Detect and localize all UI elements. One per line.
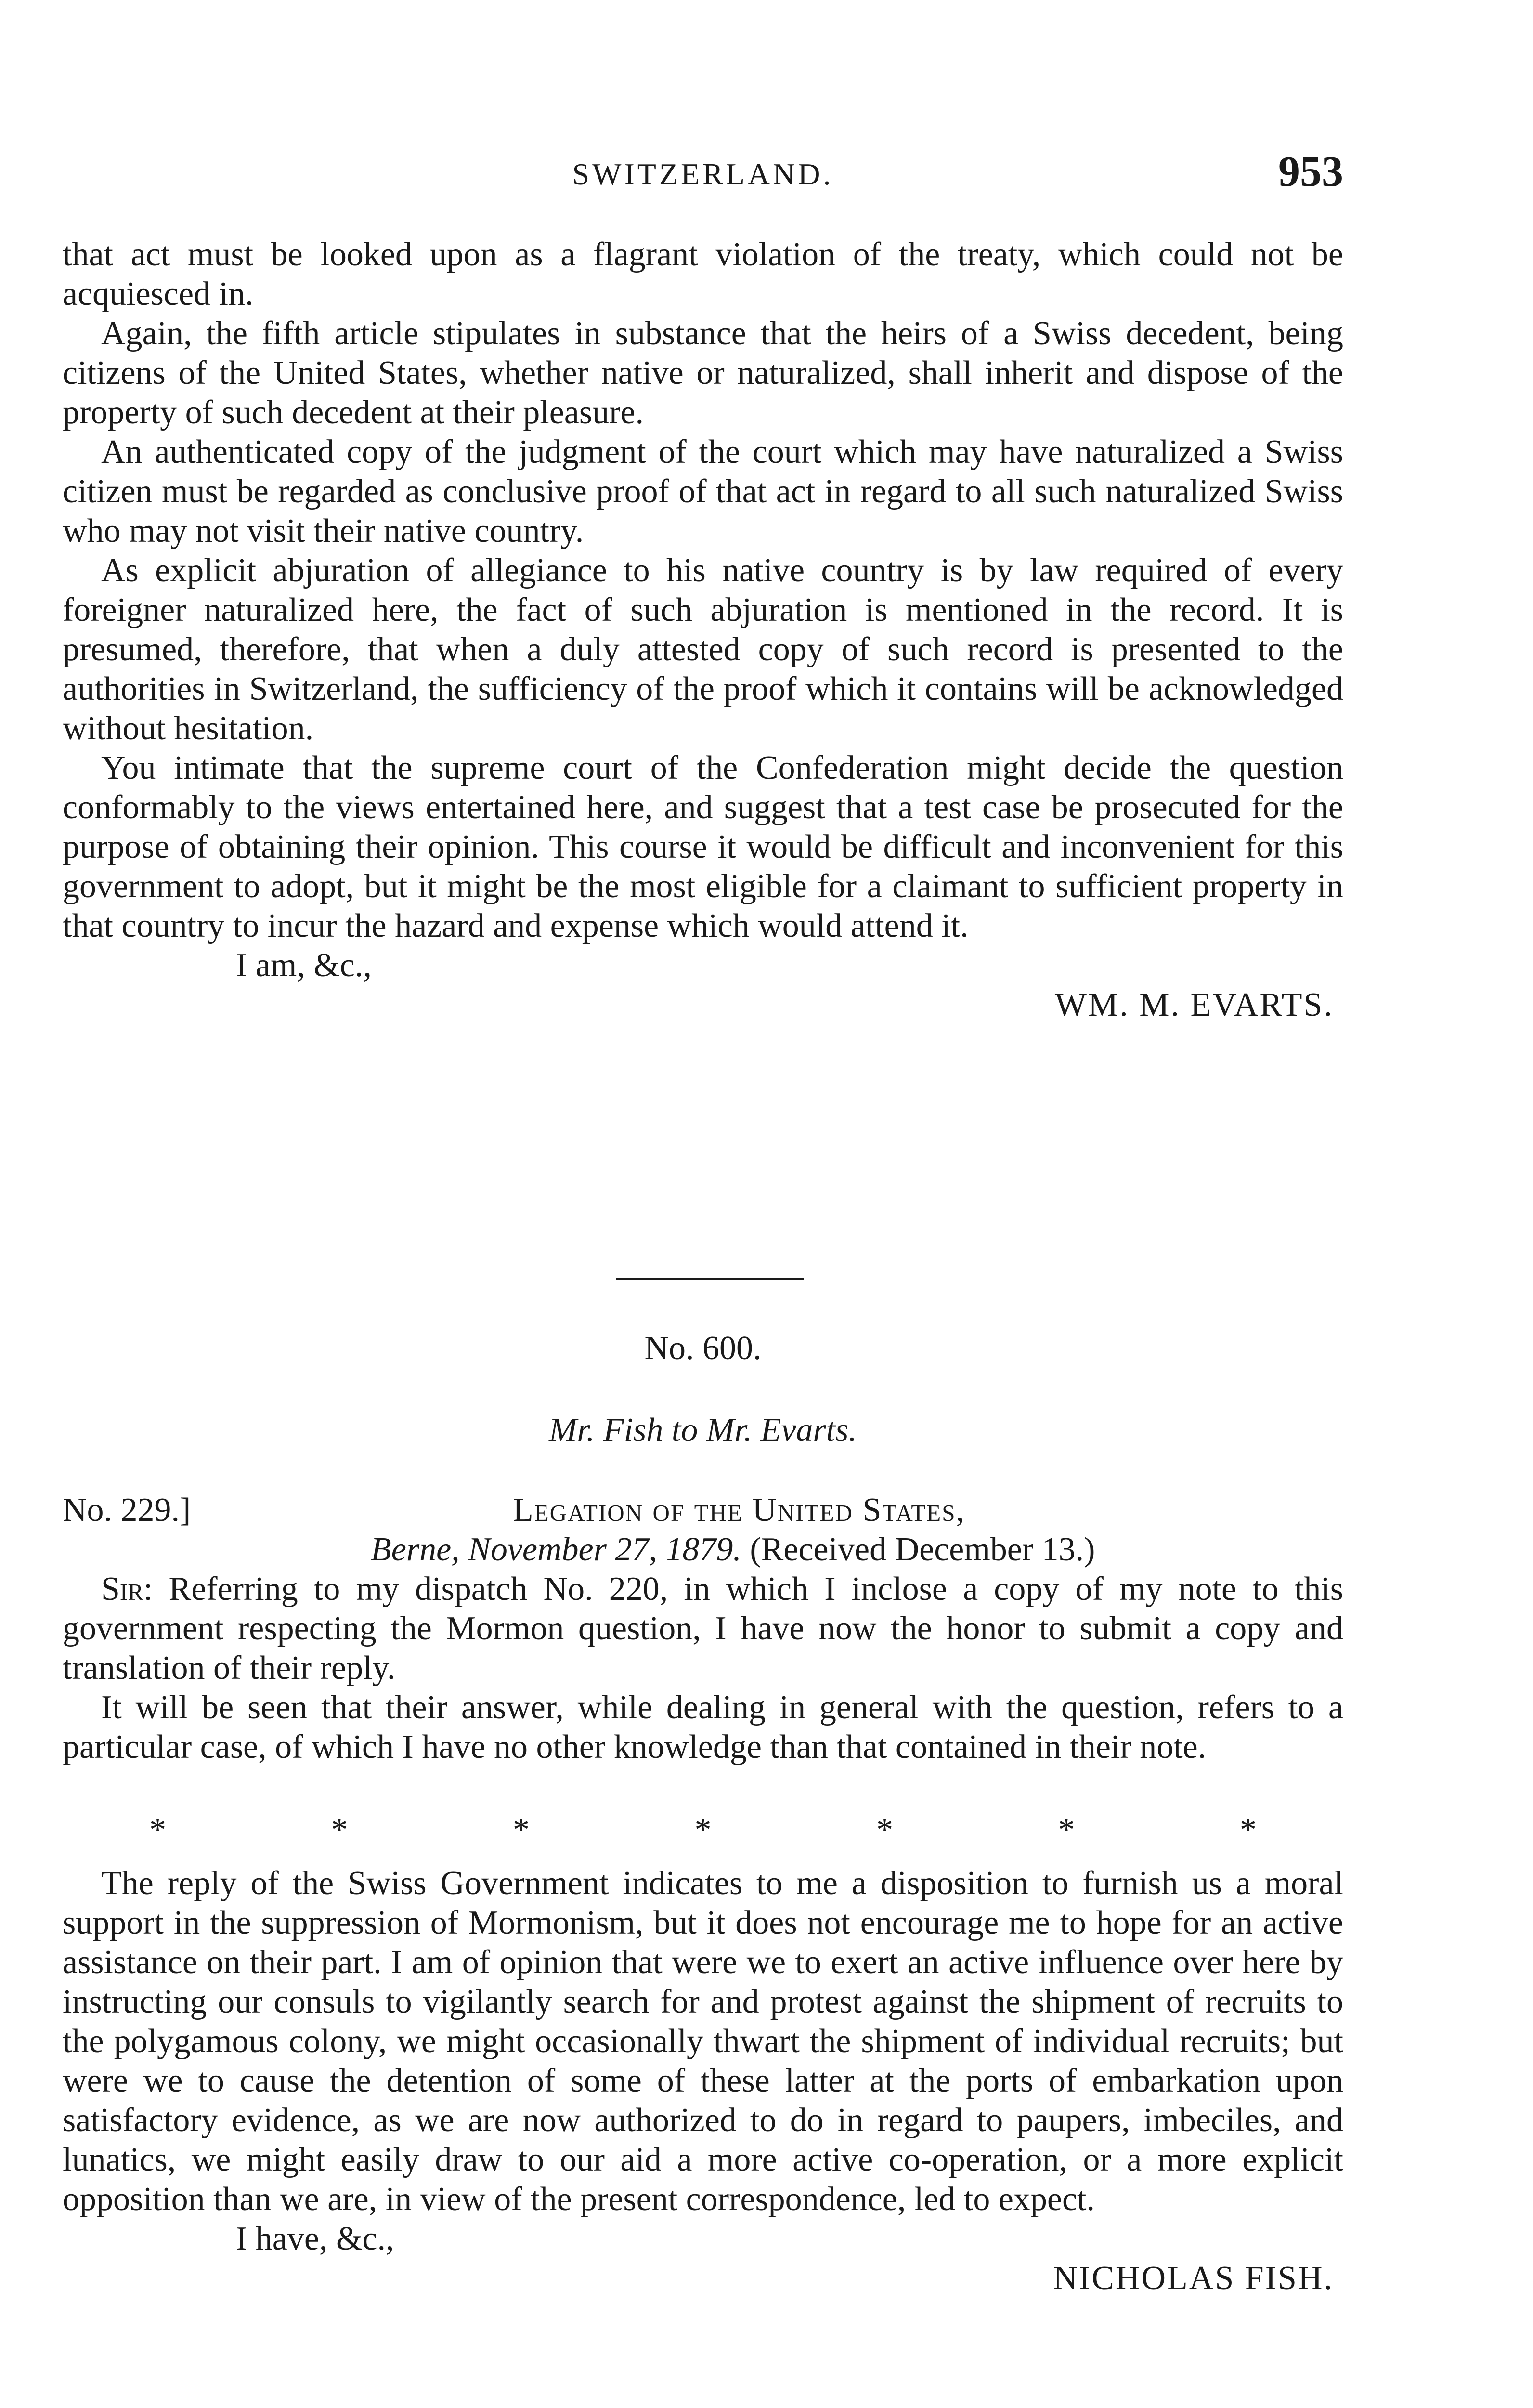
section-divider (616, 1278, 804, 1280)
paragraph-text: Referring to my dispatch No. 220, in which I inclose a copy of my note to this government respecting the Mormon question, I have now the honor to submit a copy and translation of their reply. (63, 1570, 1343, 1687)
star: * (149, 1811, 166, 1848)
star: * (1058, 1811, 1075, 1848)
received-date: (Received December 13.) (750, 1531, 1095, 1568)
paragraph: As explicit abjuration of allegiance to his native country is by law required of every foreigner naturalized here, the fact of such abjuration is mentioned in the record. It is presumed, therefore, that when a duly attested copy of such record is presented to the authorities in Switzerland, the sufficiency of the proof which it contains will be acknowledged without hesitation. (63, 552, 1343, 747)
page-header (63, 147, 1343, 200)
dispatch-number: No. 229.] (63, 1492, 191, 1529)
star: * (331, 1811, 348, 1848)
running-title: SWITZERLAND. (572, 157, 834, 191)
omission-stars (63, 1811, 1343, 1849)
signature: NICHOLAS FISH. (1053, 2260, 1334, 2297)
star: * (694, 1811, 712, 1848)
paragraph (63, 1570, 1343, 1688)
paragraph: An authenticated copy of the judgment of the court which may have naturalized a Swiss citizen must be regarded as conclusive proof of that act in regard to all such naturalized Swiss who may not visit their native country. (63, 433, 1343, 550)
paragraph: You intimate that the supreme court of the Confederation might decide the question conformably to the views entertained here, and suggest that a test case be prosecuted for the purpose of obtaining their opinion. This course it would be difficult and inconvenient for this government to adopt, but it might be the most eligible for a claimant to sufficient property in that country to incur the hazard and expense which would attend it. (63, 749, 1343, 944)
paragraph: It will be seen that their answer, while dealing in general with the question, refers to a particular case, of which I have no other knowledge than that contained in their note. (63, 1689, 1343, 1766)
closing: I have, &c., (236, 2220, 394, 2257)
dispatch-header (63, 1491, 1343, 1568)
paragraph: Again, the fifth article stipulates in substance that the heirs of a Swiss decedent, being citizens of the United States, whether native or naturalized, shall inherit and dispose of the property of such decedent at their pleasure. (63, 315, 1343, 431)
correspondents-heading: Mr. Fish to Mr. Evarts. (549, 1412, 857, 1449)
place-date: Berne, November 27, 1879. (371, 1531, 741, 1568)
star: * (876, 1811, 893, 1848)
letter-evarts-body (63, 235, 1343, 1025)
dateline (371, 1530, 1095, 1570)
paragraph: that act must be looked upon as a flagrant violation of the treaty, which could not be acquiesced in. (63, 236, 1343, 313)
letter-fish-intro (63, 1570, 1343, 1767)
legation-line: Legation of the United States, (513, 1492, 965, 1529)
paragraph: The reply of the Swiss Government indicates to me a disposition to furnish us a moral support in the suppression of Mormonism, but it does not encourage me to hope for an active assistance on their part. I am of opinion that were we to exert an active influence over here by instructing our consuls to vigilantly search for and protest against the shipment of recruits to the polygamous colony, we might occasionally thwart the shipment of individual recruits; but were we to cause the detention of some of these latter at the ports of embarkation upon satisfactory evidence, as we are now authorized to do in regard to paupers, imbeciles, and lunatics, we might easily draw to our aid a more active co-operation, or a more explicit opposition than we are, in view of the present correspondence, led to expect. (63, 1865, 1343, 2218)
document-number: No. 600. (644, 1330, 762, 1367)
star: * (1240, 1811, 1257, 1848)
salutation: Sir: (101, 1570, 153, 1608)
page-number: 953 (1278, 148, 1343, 196)
closing: I am, &c., (236, 947, 372, 984)
star: * (513, 1811, 530, 1848)
signature: WM. M. EVARTS. (1054, 986, 1334, 1023)
letter-fish-body (63, 1864, 1343, 2298)
